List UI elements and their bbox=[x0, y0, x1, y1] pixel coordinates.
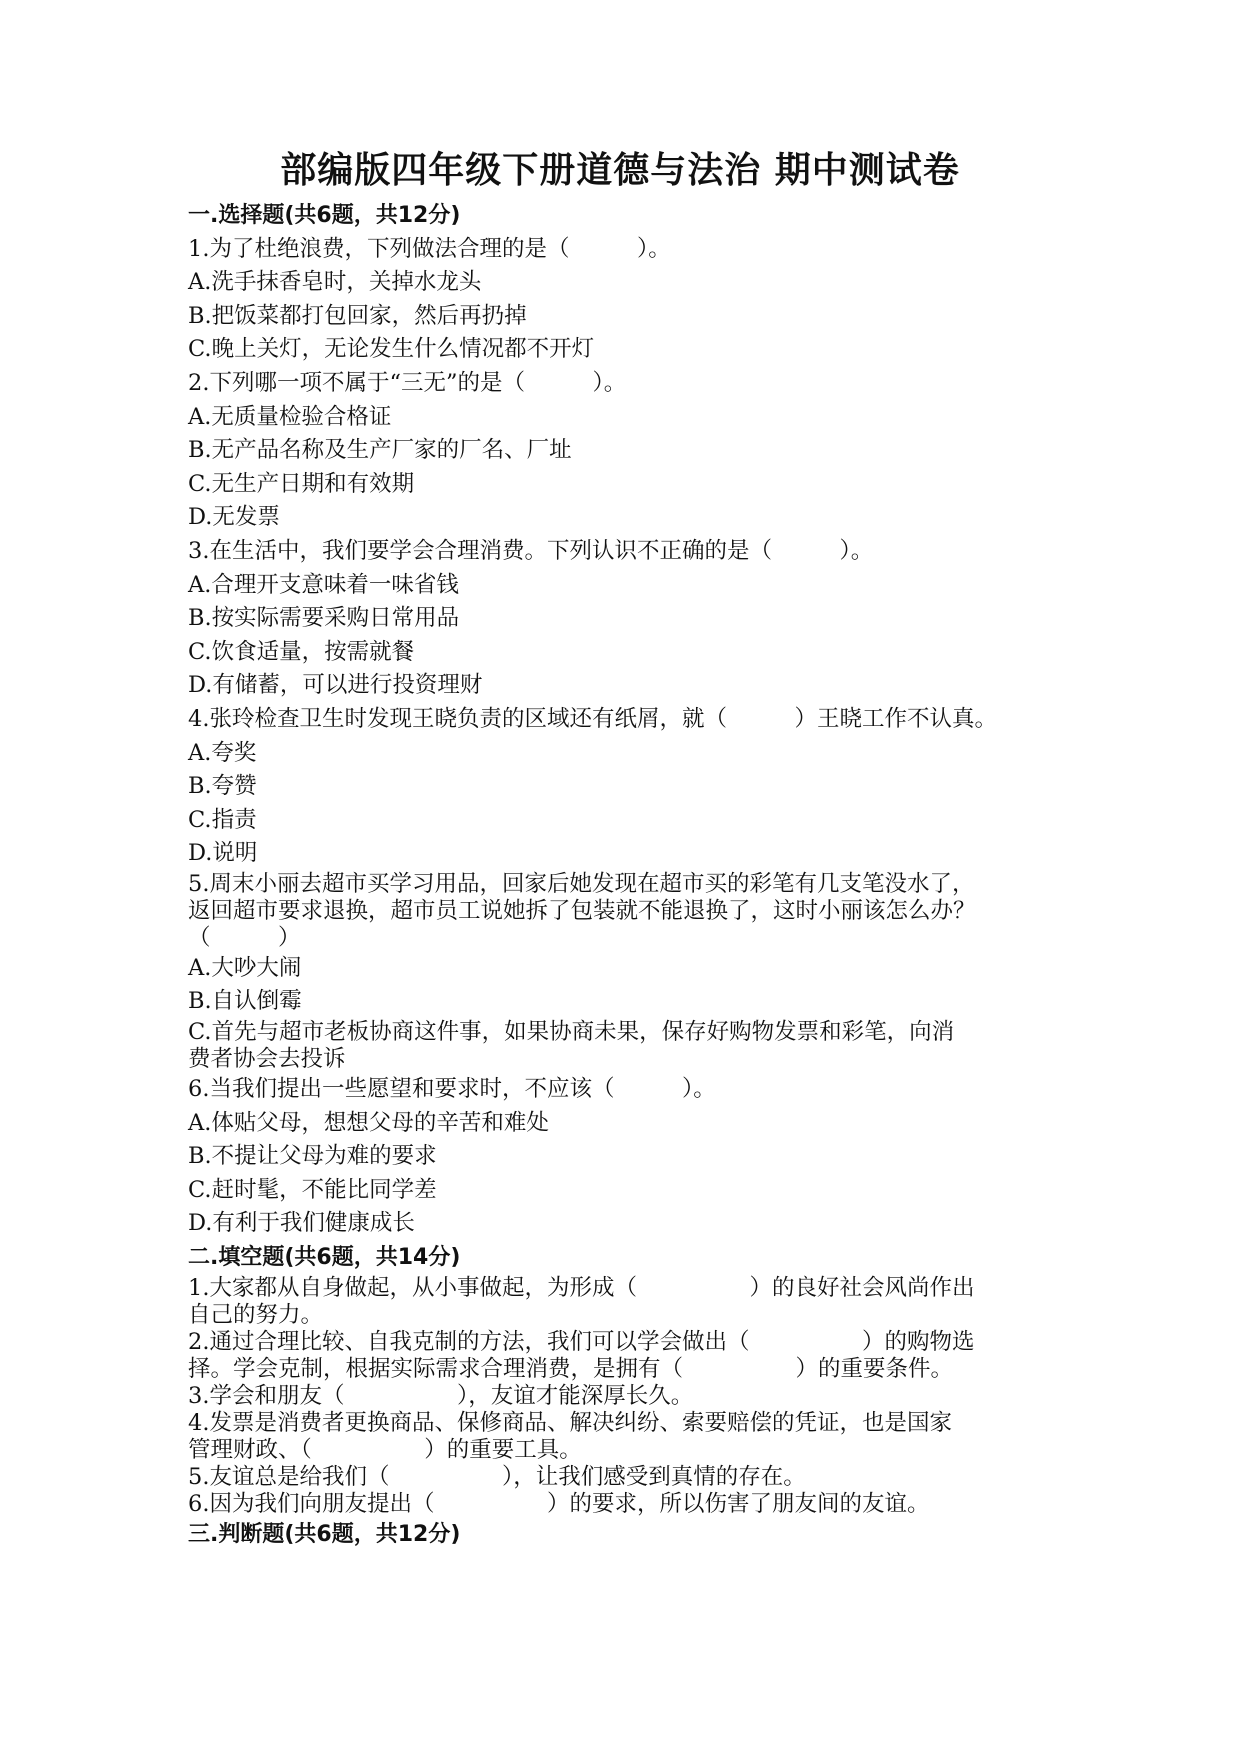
page-title: 部编版四年级下册道德与法治 期中测试卷 bbox=[280, 150, 960, 191]
question-stem-line: 5.周末小丽去超市买学习用品，回家后她发现在超市买的彩笔有几支笔没水了， bbox=[188, 870, 975, 897]
fill-blank-line: 3.学会和朋友（ ），友谊才能深厚长久。 bbox=[188, 1382, 694, 1409]
option: A.无质量检验合格证 bbox=[188, 403, 392, 430]
section-heading-true-false: 三.判断题(共6题，共12分) bbox=[188, 1521, 461, 1547]
option: A.大吵大闹 bbox=[188, 954, 302, 981]
option: D.有储蓄，可以进行投资理财 bbox=[188, 672, 483, 699]
option-line: C.首先与超市老板协商这件事，如果协商未果，保存好购物发票和彩笔，向消 bbox=[188, 1019, 955, 1046]
fill-blank-line: 4.发票是消费者更换商品、保修商品、解决纠纷、索要赔偿的凭证，也是国家 bbox=[188, 1409, 952, 1436]
option: D.无发票 bbox=[188, 504, 280, 531]
option: A.体贴父母，想想父母的辛苦和难处 bbox=[188, 1109, 549, 1136]
option: A.合理开支意味着一味省钱 bbox=[188, 571, 459, 598]
option: B.自认倒霉 bbox=[188, 988, 302, 1015]
question-stem: 3.在生活中，我们要学会合理消费。下列认识不正确的是（ ）。 bbox=[188, 537, 874, 564]
option: B.夸赞 bbox=[188, 773, 257, 800]
section-heading-choice: 一.选择题(共6题，共12分) bbox=[188, 203, 461, 228]
fill-blank-line: 1.大家都从自身做起，从小事做起，为形成（ ）的良好社会风尚作出 bbox=[188, 1274, 975, 1301]
fill-blank-line: 6.因为我们向朋友提出（ ）的要求，所以伤害了朋友间的友谊。 bbox=[188, 1490, 930, 1517]
option: C.赶时髦，不能比同学差 bbox=[188, 1176, 437, 1203]
option: C.指责 bbox=[188, 806, 257, 833]
option: D.有利于我们健康成长 bbox=[188, 1210, 415, 1237]
option: B.无产品名称及生产厂家的厂名、厂址 bbox=[188, 437, 572, 464]
fill-blank-line: 2.通过合理比较、自我克制的方法，我们可以学会做出（ ）的购物选 bbox=[188, 1328, 975, 1355]
option: B.按实际需要采购日常用品 bbox=[188, 605, 460, 632]
fill-blank-line: 管理财政、（ ）的重要工具。 bbox=[188, 1436, 582, 1463]
option: A.洗手抹香皂时，关掉水龙头 bbox=[188, 269, 482, 296]
question-stem-line: 返回超市要求退换，超市员工说她拆了包装就不能退换了，这时小丽该怎么办？ bbox=[188, 897, 976, 924]
question-stem-line: （ ） bbox=[188, 924, 301, 951]
option: C.无生产日期和有效期 bbox=[188, 470, 415, 497]
option: B.把饭菜都打包回家，然后再扔掉 bbox=[188, 302, 527, 329]
question-stem: 1.为了杜绝浪费，下列做法合理的是（ ）。 bbox=[188, 235, 671, 262]
option: D.说明 bbox=[188, 840, 258, 867]
option: C.饮食适量，按需就餐 bbox=[188, 638, 415, 665]
fill-blank-line: 自己的努力。 bbox=[188, 1301, 324, 1328]
option: B.不提让父母为难的要求 bbox=[188, 1143, 437, 1170]
section-heading-fill-blank: 二.填空题(共6题，共14分) bbox=[188, 1245, 461, 1271]
question-stem: 2.下列哪一项不属于“三无”的是（ ）。 bbox=[188, 369, 627, 396]
fill-blank-line: 择。学会克制，根据实际需求合理消费，是拥有（ ）的重要条件。 bbox=[188, 1355, 954, 1382]
option: A.夸奖 bbox=[188, 739, 257, 766]
option-line: 费者协会去投诉 bbox=[188, 1046, 346, 1073]
exam-content bbox=[188, 199, 1088, 1551]
fill-blank-line: 5.友谊总是给我们（ ），让我们感受到真情的存在。 bbox=[188, 1463, 806, 1490]
question-stem: 4.张玲检查卫生时发现王晓负责的区域还有纸屑，就（ ）王晓工作不认真。 bbox=[188, 705, 997, 732]
option: C.晚上关灯，无论发生什么情况都不开灯 bbox=[188, 336, 595, 363]
question-stem: 6.当我们提出一些愿望和要求时，不应该（ ）。 bbox=[188, 1076, 716, 1103]
